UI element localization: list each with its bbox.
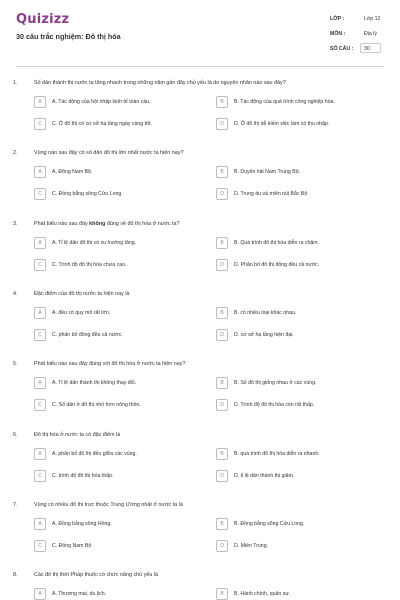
question-text-part: Các đô thị thời Pháp thuộc có chức năng chủ yếu là (34, 572, 159, 579)
answer-option[interactable] (216, 96, 376, 108)
answer-option[interactable] (34, 307, 194, 319)
option-text: A. Thương mại, du lịch. (52, 591, 107, 598)
answer-option[interactable] (216, 166, 376, 178)
option-letter-badge: A (34, 307, 46, 319)
question-text (34, 150, 183, 156)
option-letter-badge: C (34, 399, 46, 411)
question-5 (0, 361, 400, 431)
question-text-emphasis: không (89, 220, 106, 227)
question-number: 3. (13, 220, 18, 227)
question-text-part: Đô thị hóa ở nước ta có đặc điểm là (34, 431, 121, 438)
option-text: B. Quá trình đô thị hóa diễn ra chậm. (234, 239, 320, 246)
option-letter-badge: C (34, 329, 46, 341)
answer-option[interactable] (34, 448, 194, 460)
meta-label: SỐ CÂU : (330, 46, 354, 52)
option-text: D. tỉ lệ dân thành thị giảm. (234, 472, 295, 479)
option-letter-badge: A (34, 96, 46, 108)
meta-value: Lớp 12 (364, 16, 381, 22)
option-text: C. Trình độ đô thị hóa chưa cao. (52, 261, 127, 268)
option-letter-badge: D (216, 118, 228, 130)
question-text (34, 502, 183, 508)
question-text (34, 572, 158, 578)
question-number: 1. (13, 80, 18, 86)
answer-option[interactable] (216, 588, 376, 600)
question-number: 4. (13, 290, 18, 297)
question-number: 8. (13, 572, 18, 579)
answer-option[interactable] (34, 377, 194, 389)
option-text: B. Tác động của quá trình công nghiệp hóa. (234, 99, 335, 105)
answer-option[interactable] (216, 188, 376, 200)
option-letter-badge: C (34, 259, 46, 271)
option-letter-badge: A (34, 588, 46, 600)
option-text: B. quá trình đô thị hóa diễn ra nhanh. (234, 450, 320, 457)
option-letter-badge: A (34, 448, 46, 460)
answer-option[interactable] (34, 166, 194, 178)
option-letter-badge: A (34, 377, 46, 389)
option-text: B. Số đô thị giống nhau ở các vùng. (234, 380, 317, 387)
question-text-part: Vùng có nhiều đô thị trực thuộc Trung Ương nhất ở nước ta là (34, 501, 183, 508)
option-letter-badge: C (34, 470, 46, 482)
option-text: C. Ở đô thị có cơ sở hạ tầng ngày càng tốt. (52, 121, 152, 127)
option-letter-badge: B (216, 307, 228, 319)
question-text-part: Đặc điểm của đô thị nước ta hiện nay là (34, 290, 130, 297)
answer-option[interactable] (216, 540, 376, 552)
answer-option[interactable] (34, 518, 194, 530)
option-letter-badge: D (216, 399, 228, 411)
meta-value: 30 (364, 46, 370, 52)
meta-label: MÔN : (330, 31, 346, 37)
answer-option[interactable] (216, 237, 376, 249)
meta-label: LỚP : (330, 16, 345, 22)
option-letter-badge: A (34, 166, 46, 178)
answer-option[interactable] (34, 399, 194, 411)
option-text: A. Tác động của hội nhập kinh tế toàn cầu. (52, 99, 151, 105)
option-letter-badge: D (216, 188, 228, 200)
answer-option[interactable] (34, 588, 194, 600)
answer-option[interactable] (34, 96, 194, 108)
option-letter-badge: B (216, 588, 228, 600)
option-text: B. Duyên hải Nam Trung Bộ. (234, 169, 301, 176)
option-text: D. Trung du và miền núi Bắc Bộ. (234, 191, 309, 198)
option-text: D. cơ sở hạ tầng hiện đại. (234, 331, 294, 338)
option-text: B. Hành chính, quân sự. (234, 591, 291, 598)
option-text: C. Đông Nam Bộ. (52, 542, 93, 549)
option-text: A. đều có quy mô rất lớn. (52, 309, 111, 316)
answer-option[interactable] (216, 329, 376, 341)
answer-option[interactable] (216, 118, 376, 130)
answer-option[interactable] (216, 448, 376, 460)
option-letter-badge: B (216, 377, 228, 389)
question-3 (0, 221, 400, 291)
option-text: A. Đông Nam Bộ. (52, 169, 93, 176)
answer-option[interactable] (216, 518, 376, 530)
option-text: C. Đồng bằng sông Cửu Long. (52, 191, 123, 198)
question-number: 2. (13, 150, 18, 157)
option-text: D. Trình độ đô thị hóa còn rất thấp. (234, 402, 315, 409)
answer-option[interactable] (216, 377, 376, 389)
question-7 (0, 502, 400, 572)
answer-option[interactable] (34, 259, 194, 271)
question-text (34, 221, 180, 227)
question-1 (0, 80, 400, 150)
question-6 (0, 432, 400, 502)
question-text (34, 432, 120, 438)
question-8 (0, 572, 400, 600)
answer-option[interactable] (34, 118, 194, 130)
option-text: A. Đồng bằng sông Hồng. (52, 520, 112, 527)
question-4 (0, 291, 400, 361)
answer-option[interactable] (34, 237, 194, 249)
header-divider (16, 66, 384, 67)
option-letter-badge: B (216, 237, 228, 249)
answer-option[interactable] (216, 307, 376, 319)
answer-option[interactable] (216, 259, 376, 271)
question-text-part: đúng về đô thị hóa ở nước ta? (105, 220, 180, 227)
option-letter-badge: B (216, 166, 228, 178)
question-number: 5. (13, 361, 18, 368)
option-letter-badge: D (216, 259, 228, 271)
option-text: D. Ở đô thị dễ kiếm việc làm có thu nhập. (234, 121, 330, 127)
option-text: D. Phân bố đô thị đồng đều cả nước. (234, 261, 320, 268)
option-text: C. trình độ đô thị hóa thấp. (52, 472, 114, 479)
question-text-part: Vùng nào sau đây có số dân đô thị lớn nhất nước ta hiện nay? (34, 150, 184, 157)
option-text: B. có nhiều loại khác nhau. (234, 309, 297, 316)
option-text: B. Đồng bằng sông Cửu Long. (234, 520, 305, 527)
option-letter-badge: A (34, 237, 46, 249)
document-title: 30 câu trắc nghiệm: Đô thị hóa (16, 32, 121, 41)
option-text: A. Tỉ lệ dân đô thị có xu hướng tăng. (52, 239, 137, 246)
answer-option[interactable] (216, 399, 376, 411)
option-letter-badge: D (216, 329, 228, 341)
option-text: A. phân bố đô thị đều giữa các vùng. (52, 450, 137, 457)
option-text: D. Miền Trung. (234, 542, 269, 549)
question-number: 7. (13, 501, 18, 508)
question-2 (0, 150, 400, 220)
option-text: C. Số dân ở đô thị nhỏ hơn nông thôn. (52, 402, 141, 409)
question-text (34, 80, 286, 86)
option-letter-badge: C (34, 188, 46, 200)
option-text: C. phân bố đồng đều cả nước. (52, 331, 123, 338)
answer-option[interactable] (34, 188, 194, 200)
option-letter-badge: B (216, 96, 228, 108)
question-text-part: Phát biểu nào sau đây đúng với đô thị hóa ở nước ta hiện nay? (34, 361, 186, 368)
option-letter-badge: A (34, 518, 46, 530)
question-text-part: Số dân thành thị nước ta tăng nhanh trong những năm gần đây chủ yếu là do nguyên nhân nào sau đây? (34, 80, 286, 86)
document-header (0, 0, 400, 62)
answer-option[interactable] (216, 470, 376, 482)
question-text-part: Phát biểu nào sau đây (34, 220, 90, 227)
quizizz-logo: Quizizz (16, 12, 70, 27)
option-text: A. Tỉ lệ dân thành thị không thay đổi. (52, 380, 137, 387)
option-letter-badge: D (216, 470, 228, 482)
option-letter-badge: B (216, 518, 228, 530)
option-letter-badge: B (216, 448, 228, 460)
answer-option[interactable] (34, 540, 194, 552)
question-number: 6. (13, 431, 18, 438)
question-text (34, 291, 130, 297)
option-letter-badge: D (216, 540, 228, 552)
answer-option[interactable] (34, 470, 194, 482)
answer-option[interactable] (34, 329, 194, 341)
option-letter-badge: C (34, 540, 46, 552)
meta-value: Địa lý (364, 31, 377, 37)
question-text (34, 361, 185, 367)
option-letter-badge: C (34, 118, 46, 130)
